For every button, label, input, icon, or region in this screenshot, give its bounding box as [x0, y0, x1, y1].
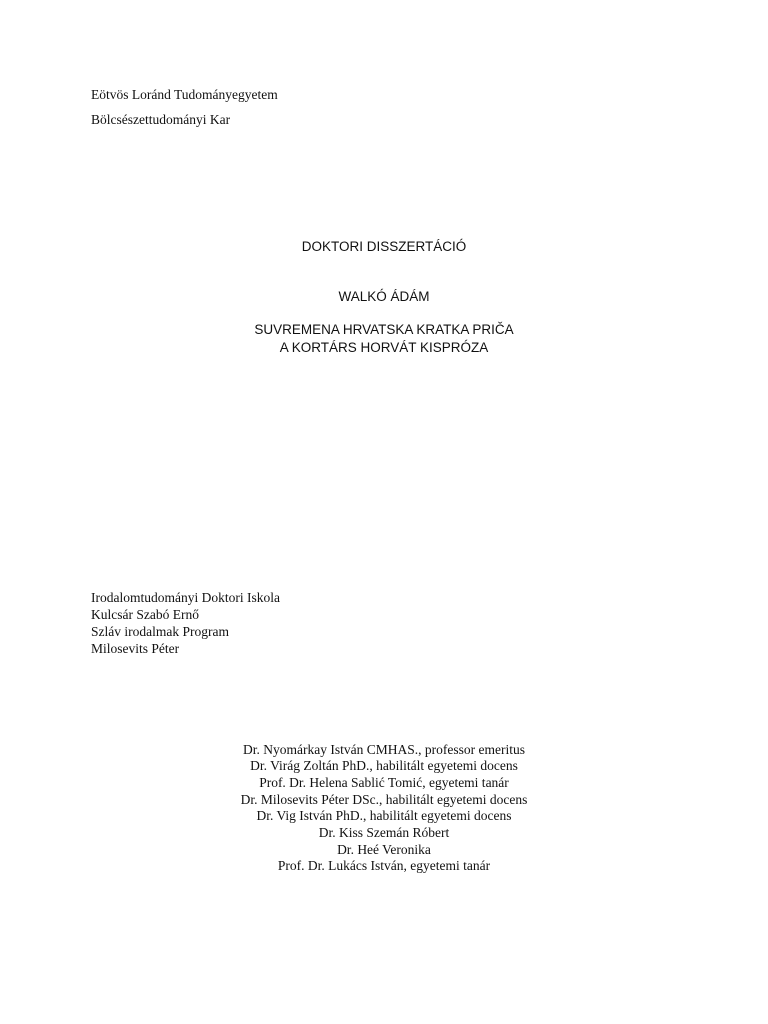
faculty-name: Bölcsészettudományi Kar	[91, 112, 231, 127]
committee-member: Dr. Virág Zoltán PhD., habilitált egyetemi docens	[250, 758, 518, 773]
committee-member: Prof. Dr. Helena Sablić Tomić, egyetemi tanár	[259, 775, 509, 790]
committee-member: Dr. Heé Veronika	[337, 842, 431, 857]
committee-member: Dr. Vig István PhD., habilitált egyetemi docens	[256, 808, 512, 823]
title-croatian: SUVREMENA HRVATSKA KRATKA PRIČA	[254, 322, 514, 337]
school-head: Kulcsár Szabó Ernő	[91, 607, 199, 622]
doctoral-school: Irodalomtudományi Doktori Iskola	[91, 590, 280, 605]
program-name: Szláv irodalmak Program	[91, 624, 229, 639]
university-name: Eötvös Loránd Tudományegyetem	[91, 87, 278, 102]
committee-member: Dr. Kiss Szemán Róbert	[318, 825, 450, 840]
title-hungarian: A KORTÁRS HORVÁT KISPRÓZA	[279, 340, 489, 355]
author-name: WALKÓ ÁDÁM	[338, 289, 430, 304]
committee-member: Prof. Dr. Lukács István, egyetemi tanár	[277, 858, 491, 873]
document-type: DOKTORI DISSZERTÁCIÓ	[301, 239, 467, 254]
committee-member: Dr. Nyomárkay István CMHAS., professor emeritus	[243, 742, 525, 757]
committee-member: Dr. Milosevits Péter DSc., habilitált egyetemi docens	[240, 792, 528, 807]
program-head: Milosevits Péter	[91, 641, 180, 656]
